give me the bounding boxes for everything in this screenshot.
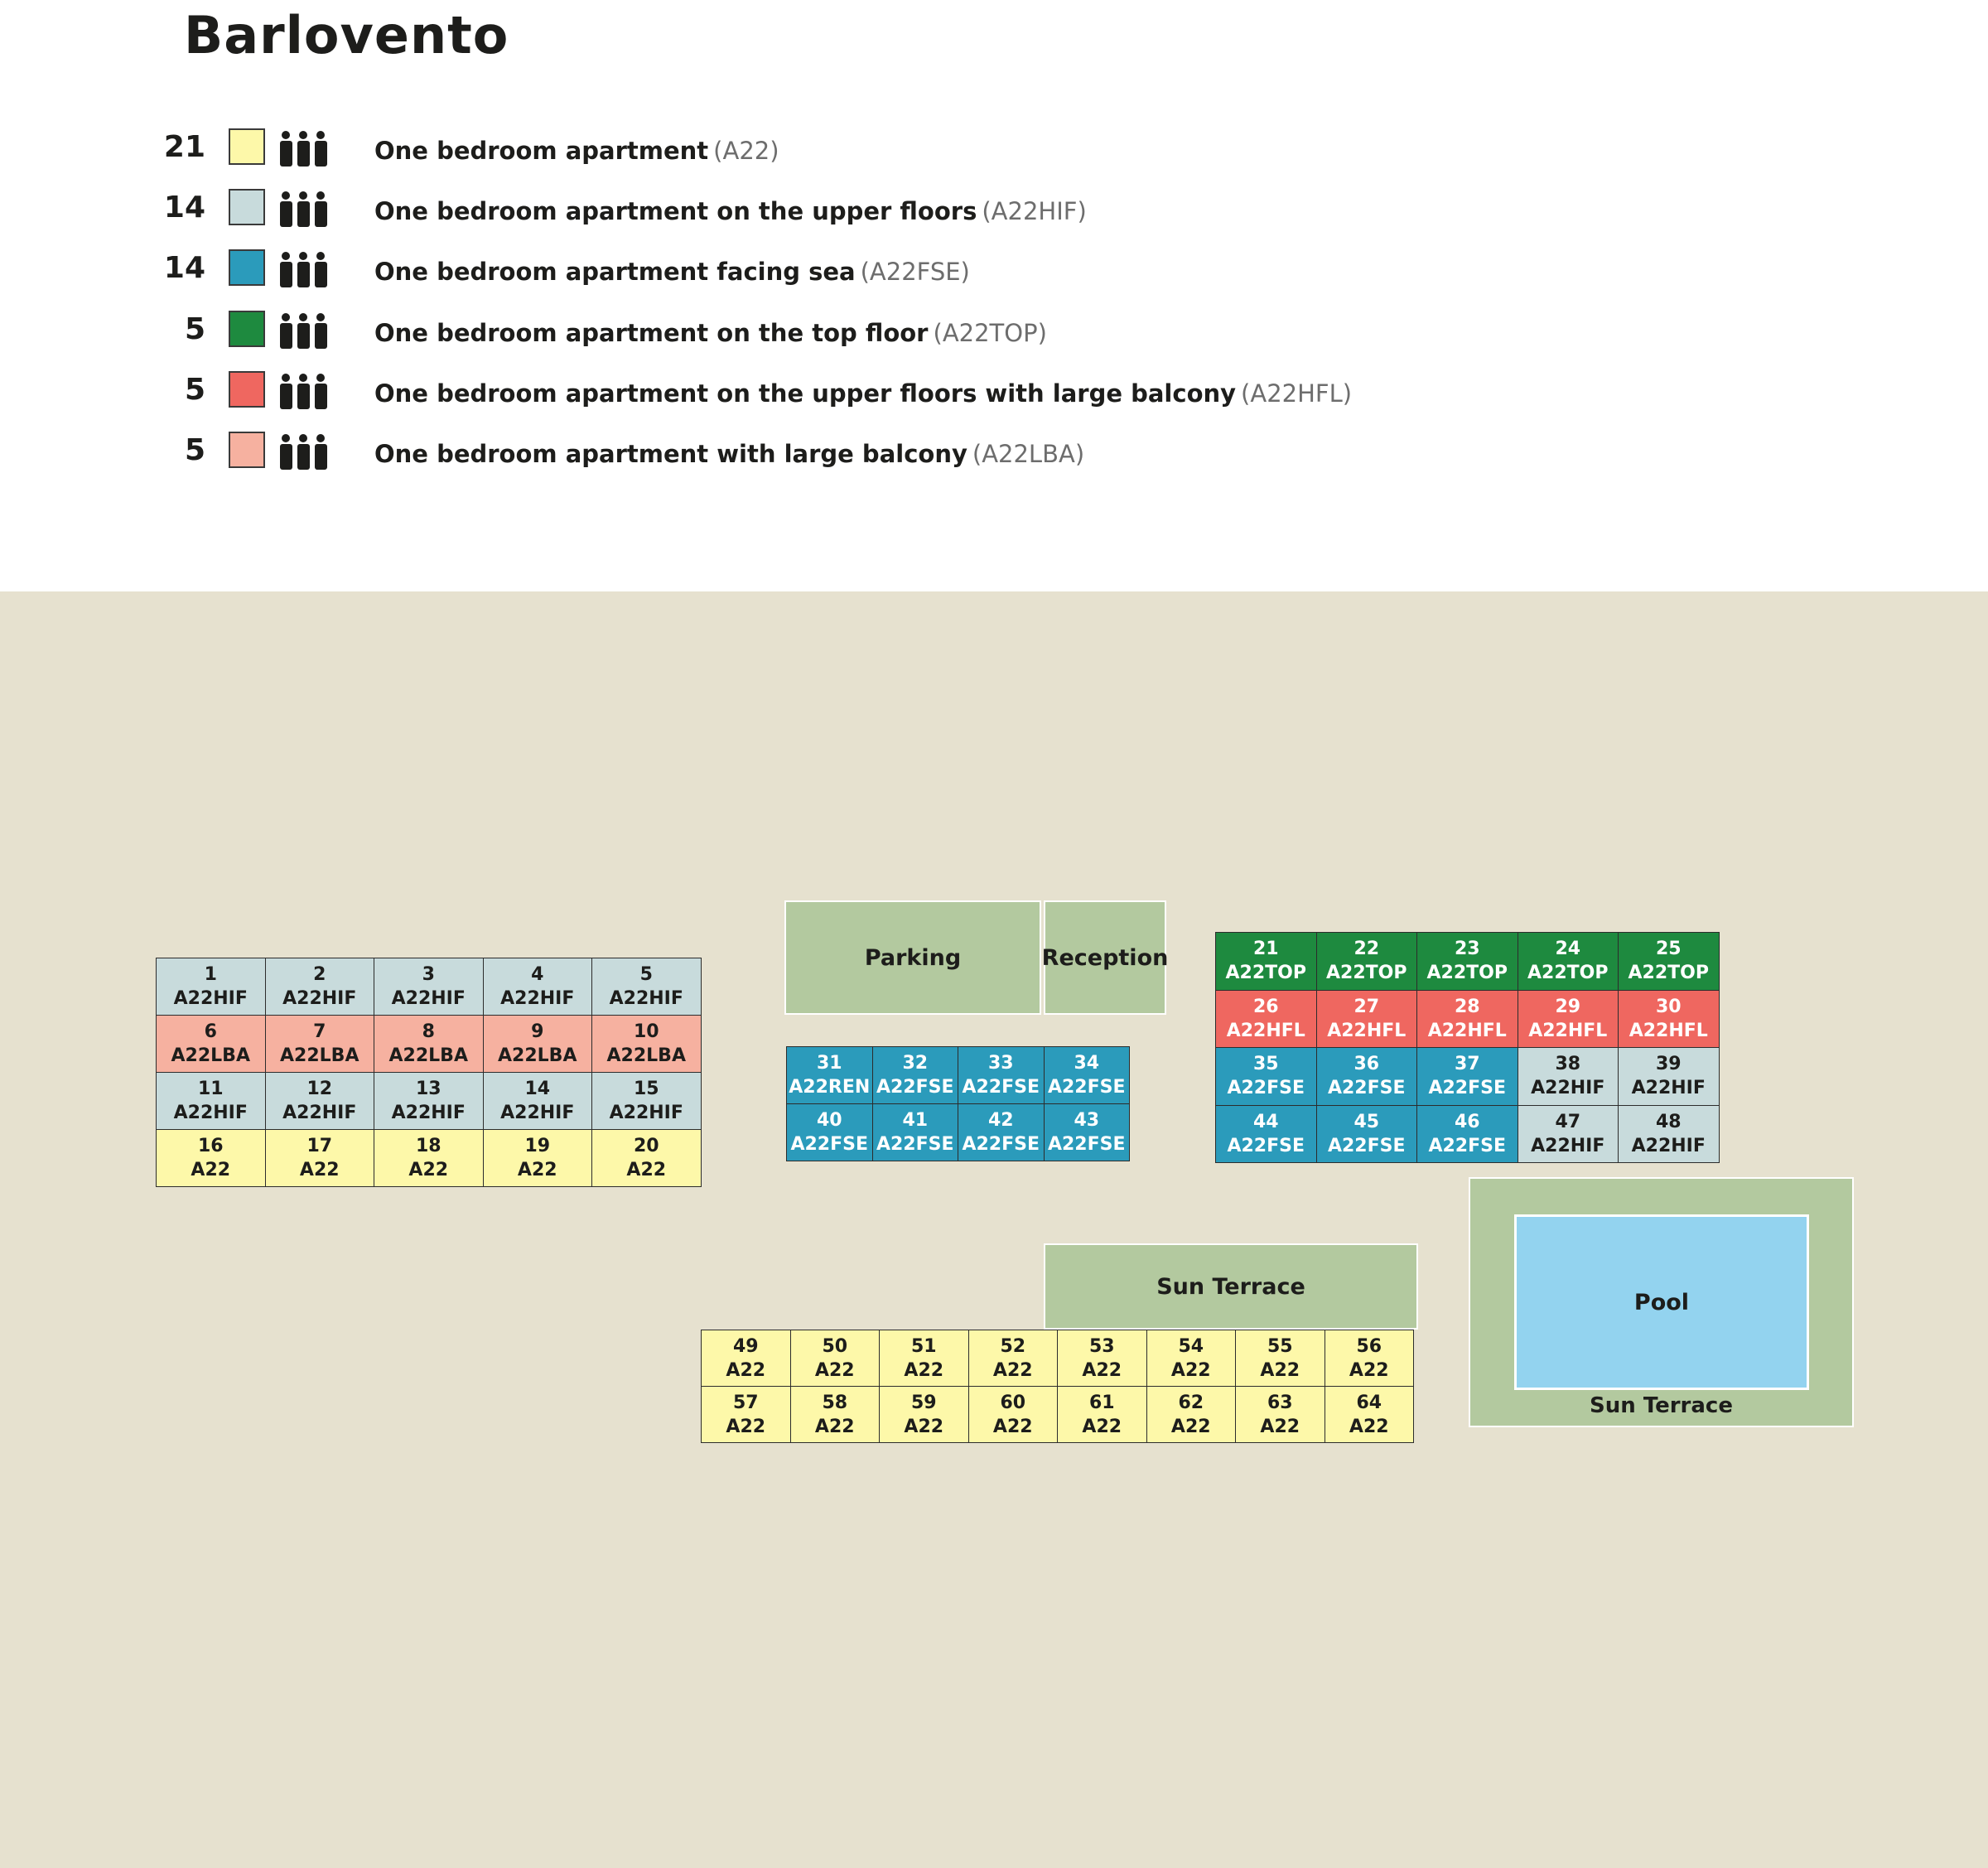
- apartment-unit[interactable]: [156, 1129, 266, 1187]
- apartment-unit[interactable]: [1316, 1047, 1418, 1106]
- apartment-unit[interactable]: [701, 1330, 791, 1387]
- unit-number: 18: [415, 1136, 442, 1156]
- unit-number: 57: [732, 1392, 759, 1413]
- unit-number: 36: [1353, 1054, 1380, 1075]
- unit-type-code: A22TOP: [1225, 963, 1306, 984]
- apartment-unit[interactable]: [1044, 1046, 1131, 1104]
- unit-type-code: A22LBA: [388, 1045, 468, 1066]
- three-people-icon: [278, 130, 330, 167]
- three-people-icon: [278, 433, 330, 470]
- apartment-unit[interactable]: [374, 958, 484, 1016]
- legend-code: (A22HFL): [1241, 379, 1353, 408]
- apartment-unit[interactable]: [1416, 990, 1518, 1049]
- unit-number: 22: [1353, 939, 1380, 960]
- legend-text: [374, 319, 1047, 347]
- unit-type-code: A22HIF: [282, 988, 357, 1009]
- unit-type-code: A22HIF: [391, 1103, 466, 1123]
- unit-number: 26: [1252, 996, 1279, 1017]
- unit-number: 25: [1655, 939, 1682, 960]
- apartment-unit[interactable]: [591, 1072, 702, 1130]
- apartment-unit[interactable]: [1215, 990, 1317, 1049]
- unit-number: 3: [422, 964, 435, 985]
- unit-number: 42: [987, 1110, 1014, 1131]
- legend-row: [0, 311, 1408, 352]
- apartment-unit[interactable]: [1618, 1047, 1720, 1106]
- apartment-unit[interactable]: [1416, 1105, 1518, 1164]
- legend-swatch: [229, 371, 265, 408]
- unit-number: 1: [204, 964, 217, 985]
- unit-number: 28: [1454, 996, 1480, 1017]
- apartment-unit[interactable]: [1215, 1047, 1317, 1106]
- apartment-unit[interactable]: [958, 1046, 1045, 1104]
- unit-number: 48: [1655, 1111, 1682, 1132]
- apartment-unit[interactable]: [1416, 932, 1518, 991]
- apartment-unit[interactable]: [872, 1046, 959, 1104]
- unit-number: 15: [633, 1079, 659, 1099]
- unit-number: 31: [816, 1053, 842, 1074]
- unit-type-code: A22HIF: [609, 988, 683, 1009]
- unit-number: 41: [902, 1110, 929, 1131]
- unit-number: 5: [639, 964, 653, 985]
- unit-type-code: A22TOP: [1426, 963, 1508, 984]
- unit-type-code: A22: [408, 1160, 449, 1180]
- unit-type-code: A22FSE: [962, 1077, 1040, 1098]
- unit-type-code: A22HIF: [282, 1103, 357, 1123]
- unit-number: 40: [816, 1110, 842, 1131]
- apartment-unit[interactable]: [786, 1046, 873, 1104]
- unit-type-code: A22: [626, 1160, 667, 1180]
- unit-type-code: A22HFL: [1528, 1020, 1608, 1041]
- unit-type-code: A22TOP: [1527, 963, 1609, 984]
- apartment-unit[interactable]: [1416, 1047, 1518, 1106]
- unit-type-code: A22: [726, 1416, 766, 1437]
- unit-number: 21: [1252, 939, 1279, 960]
- apartment-unit[interactable]: [879, 1386, 969, 1443]
- unit-number: 34: [1074, 1053, 1100, 1074]
- unit-number: 20: [633, 1136, 659, 1156]
- three-people-icon: [278, 373, 330, 409]
- unit-type-code: A22FSE: [1047, 1077, 1126, 1098]
- apartment-unit[interactable]: [1057, 1330, 1147, 1387]
- unit-type-code: A22HIF: [609, 1103, 683, 1123]
- legend-count: 21: [163, 130, 205, 164]
- unit-type-code: A22: [1082, 1416, 1122, 1437]
- apartment-unit[interactable]: [1146, 1386, 1237, 1443]
- unit-type-code: A22: [726, 1359, 766, 1381]
- unit-number: 12: [306, 1079, 333, 1099]
- apartment-unit[interactable]: [1215, 932, 1317, 991]
- legend-text: [374, 137, 779, 165]
- apartment-unit[interactable]: [872, 1103, 959, 1161]
- apartment-unit[interactable]: [483, 1015, 593, 1073]
- reception-area: [1041, 900, 1169, 1015]
- apartment-unit[interactable]: [265, 958, 375, 1016]
- legend-text: [374, 197, 1087, 225]
- legend-label: One bedroom apartment: [374, 137, 709, 165]
- unit-number: 58: [822, 1392, 848, 1413]
- apartment-unit[interactable]: [701, 1386, 791, 1443]
- unit-number: 38: [1555, 1054, 1581, 1075]
- unit-number: 43: [1074, 1110, 1100, 1131]
- unit-number: 59: [910, 1392, 937, 1413]
- legend-label: One bedroom apartment on the upper floors: [374, 197, 977, 225]
- unit-number: 13: [415, 1079, 442, 1099]
- legend-swatch: [229, 189, 265, 225]
- apartment-unit[interactable]: [968, 1330, 1059, 1387]
- unit-type-code: A22: [191, 1160, 231, 1180]
- unit-number: 24: [1555, 939, 1581, 960]
- apartment-unit[interactable]: [1235, 1330, 1325, 1387]
- pool-sun-terrace-label: Sun Terrace: [1590, 1393, 1733, 1418]
- pool-label: Pool: [1633, 1289, 1690, 1315]
- legend-count: 14: [163, 191, 205, 224]
- unit-type-code: A22: [1170, 1359, 1211, 1381]
- apartment-unit[interactable]: [591, 1015, 702, 1073]
- unit-number: 62: [1178, 1392, 1204, 1413]
- unit-number: 37: [1454, 1054, 1480, 1075]
- reception-label: Reception: [1041, 944, 1169, 971]
- unit-number: 49: [732, 1335, 759, 1357]
- unit-type-code: A22HIF: [1631, 1078, 1706, 1099]
- unit-type-code: A22HFL: [1427, 1020, 1507, 1041]
- parking-area: [784, 900, 1041, 1015]
- unit-number: 61: [1088, 1392, 1115, 1413]
- apartment-unit[interactable]: [1518, 1047, 1619, 1106]
- legend-swatch: [229, 249, 265, 286]
- unit-number: 8: [422, 1021, 435, 1042]
- apartment-unit[interactable]: [790, 1386, 881, 1443]
- unit-type-code: A22HIF: [391, 988, 466, 1009]
- apartment-unit[interactable]: [1325, 1330, 1415, 1387]
- legend-text: [374, 379, 1352, 408]
- legend-row: [0, 371, 1408, 413]
- legend-label: One bedroom apartment facing sea: [374, 258, 856, 286]
- unit-type-code: A22TOP: [1326, 963, 1407, 984]
- unit-type-code: A22TOP: [1628, 963, 1709, 984]
- legend-code: (A22): [713, 137, 779, 165]
- legend-row: [0, 189, 1408, 230]
- unit-type-code: A22: [814, 1359, 855, 1381]
- unit-type-code: A22: [1349, 1359, 1389, 1381]
- unit-type-code: A22FSE: [1227, 1135, 1305, 1156]
- unit-number: 4: [531, 964, 544, 985]
- legend-text: [374, 258, 970, 286]
- unit-number: 32: [902, 1053, 929, 1074]
- unit-type-code: A22HIF: [1531, 1135, 1605, 1156]
- apartment-unit[interactable]: [483, 958, 593, 1016]
- apartment-unit[interactable]: [156, 958, 266, 1016]
- apartment-unit[interactable]: [1044, 1103, 1131, 1161]
- unit-type-code: A22: [904, 1359, 944, 1381]
- unit-type-code: A22: [1349, 1416, 1389, 1437]
- unit-number: 39: [1655, 1054, 1682, 1075]
- legend-swatch: [229, 311, 265, 347]
- unit-type-code: A22HIF: [173, 1103, 248, 1123]
- unit-type-code: A22HIF: [500, 988, 575, 1009]
- unit-type-code: A22FSE: [1428, 1078, 1507, 1099]
- legend-count: 5: [184, 433, 205, 467]
- unit-number: 27: [1353, 996, 1380, 1017]
- apartment-unit[interactable]: [1518, 1105, 1619, 1164]
- unit-type-code: A22REN: [789, 1077, 871, 1098]
- apartment-unit[interactable]: [968, 1386, 1059, 1443]
- three-people-icon: [278, 191, 330, 227]
- apartment-unit[interactable]: [879, 1330, 969, 1387]
- legend-swatch: [229, 128, 265, 165]
- legend-panel: [0, 0, 1988, 591]
- legend-code: (A22FSE): [860, 258, 970, 286]
- unit-type-code: A22HFL: [1629, 1020, 1708, 1041]
- legend-row: [0, 128, 1408, 170]
- legend-label: One bedroom apartment on the top floor: [374, 319, 929, 347]
- unit-number: 46: [1454, 1111, 1480, 1132]
- unit-type-code: A22LBA: [280, 1045, 359, 1066]
- unit-number: 9: [531, 1021, 544, 1042]
- parking-label: Parking: [864, 944, 962, 971]
- apartment-unit[interactable]: [265, 1072, 375, 1130]
- unit-type-code: A22FSE: [1428, 1135, 1507, 1156]
- unit-number: 16: [197, 1136, 224, 1156]
- unit-type-code: A22HIF: [500, 1103, 575, 1123]
- unit-number: 14: [524, 1079, 551, 1099]
- pool-area: [1514, 1214, 1809, 1390]
- unit-number: 47: [1555, 1111, 1581, 1132]
- legend-code: (A22LBA): [972, 440, 1085, 468]
- legend-count: 5: [184, 312, 205, 346]
- unit-type-code: A22FSE: [1327, 1078, 1406, 1099]
- apartment-unit[interactable]: [1518, 932, 1619, 991]
- unit-number: 63: [1267, 1392, 1293, 1413]
- legend-label: One bedroom apartment on the upper floors with large balcony: [374, 379, 1237, 408]
- legend-code: (A22HIF): [982, 197, 1087, 225]
- unit-number: 55: [1267, 1335, 1293, 1357]
- apartment-unit[interactable]: [374, 1072, 484, 1130]
- apartment-unit[interactable]: [1316, 990, 1418, 1049]
- unit-number: 50: [822, 1335, 848, 1357]
- apartment-unit[interactable]: [1057, 1386, 1147, 1443]
- unit-type-code: A22HIF: [173, 988, 248, 1009]
- unit-number: 2: [313, 964, 326, 985]
- unit-type-code: A22: [992, 1416, 1033, 1437]
- legend-text: [374, 440, 1084, 468]
- legend-row: [0, 249, 1408, 291]
- unit-type-code: A22: [517, 1160, 557, 1180]
- apartment-unit[interactable]: [1316, 932, 1418, 991]
- apartment-unit[interactable]: [374, 1129, 484, 1187]
- apartment-unit[interactable]: [786, 1103, 873, 1161]
- unit-number: 30: [1655, 996, 1682, 1017]
- apartment-unit[interactable]: [1215, 1105, 1317, 1164]
- unit-type-code: A22HIF: [1531, 1078, 1605, 1099]
- unit-type-code: A22LBA: [498, 1045, 577, 1066]
- unit-number: 17: [306, 1136, 333, 1156]
- unit-type-code: A22FSE: [1227, 1078, 1305, 1099]
- unit-number: 45: [1353, 1111, 1380, 1132]
- unit-type-code: A22FSE: [790, 1134, 869, 1155]
- three-people-icon: [278, 312, 330, 349]
- apartment-unit[interactable]: [1235, 1386, 1325, 1443]
- unit-type-code: A22: [1260, 1359, 1300, 1381]
- unit-type-code: A22LBA: [606, 1045, 686, 1066]
- unit-type-code: A22: [904, 1416, 944, 1437]
- apartment-unit[interactable]: [958, 1103, 1045, 1161]
- apartment-unit[interactable]: [156, 1072, 266, 1130]
- unit-type-code: A22FSE: [876, 1077, 954, 1098]
- apartment-unit[interactable]: [591, 1129, 702, 1187]
- unit-type-code: A22HFL: [1226, 1020, 1305, 1041]
- unit-type-code: A22: [299, 1160, 340, 1180]
- unit-type-code: A22: [1170, 1416, 1211, 1437]
- unit-number: 56: [1356, 1335, 1382, 1357]
- unit-type-code: A22HIF: [1631, 1135, 1706, 1156]
- apartment-unit[interactable]: [374, 1015, 484, 1073]
- unit-type-code: A22: [1082, 1359, 1122, 1381]
- apartment-unit[interactable]: [1146, 1330, 1237, 1387]
- unit-number: 35: [1252, 1054, 1279, 1075]
- unit-type-code: A22FSE: [1327, 1135, 1406, 1156]
- unit-number: 11: [197, 1079, 224, 1099]
- unit-number: 19: [524, 1136, 551, 1156]
- unit-type-code: A22: [1260, 1416, 1300, 1437]
- unit-type-code: A22HFL: [1327, 1020, 1407, 1041]
- unit-number: 33: [987, 1053, 1014, 1074]
- unit-number: 54: [1178, 1335, 1204, 1357]
- legend-row: [0, 432, 1408, 473]
- unit-number: 23: [1454, 939, 1480, 960]
- legend-count: 14: [163, 251, 205, 285]
- apartment-unit[interactable]: [1316, 1105, 1418, 1164]
- apartment-unit[interactable]: [790, 1330, 881, 1387]
- apartment-unit[interactable]: [483, 1129, 593, 1187]
- unit-type-code: A22: [992, 1359, 1033, 1381]
- unit-type-code: A22FSE: [962, 1134, 1040, 1155]
- apartment-unit[interactable]: [265, 1015, 375, 1073]
- unit-type-code: A22LBA: [171, 1045, 250, 1066]
- unit-type-code: A22: [814, 1416, 855, 1437]
- unit-type-code: A22FSE: [876, 1134, 954, 1155]
- unit-type-code: A22FSE: [1047, 1134, 1126, 1155]
- apartment-unit[interactable]: [1618, 990, 1720, 1049]
- apartment-unit[interactable]: [1618, 1105, 1720, 1164]
- unit-number: 7: [313, 1021, 326, 1042]
- unit-number: 6: [204, 1021, 217, 1042]
- apartment-unit[interactable]: [265, 1129, 375, 1187]
- unit-number: 60: [1000, 1392, 1026, 1413]
- unit-number: 52: [1000, 1335, 1026, 1357]
- unit-number: 51: [910, 1335, 937, 1357]
- apartment-unit[interactable]: [1325, 1386, 1415, 1443]
- unit-number: 10: [633, 1021, 659, 1042]
- apartment-unit[interactable]: [1618, 932, 1720, 991]
- apartment-unit[interactable]: [591, 958, 702, 1016]
- unit-number: 44: [1252, 1111, 1279, 1132]
- apartment-unit[interactable]: [483, 1072, 593, 1130]
- three-people-icon: [278, 251, 330, 287]
- sun-terrace-label: Sun Terrace: [1156, 1273, 1305, 1300]
- unit-number: 29: [1555, 996, 1581, 1017]
- legend-code: (A22TOP): [933, 319, 1047, 347]
- site-plan: [0, 591, 1988, 1868]
- legend-label: One bedroom apartment with large balcony: [374, 440, 967, 468]
- unit-number: 53: [1088, 1335, 1115, 1357]
- legend-count: 5: [184, 373, 205, 407]
- unit-number: 64: [1356, 1392, 1382, 1413]
- legend-swatch: [229, 432, 265, 468]
- sun-terrace-area: [1044, 1243, 1418, 1330]
- apartment-unit[interactable]: [1518, 990, 1619, 1049]
- apartment-unit[interactable]: [156, 1015, 266, 1073]
- page-title: Barlovento: [184, 5, 509, 65]
